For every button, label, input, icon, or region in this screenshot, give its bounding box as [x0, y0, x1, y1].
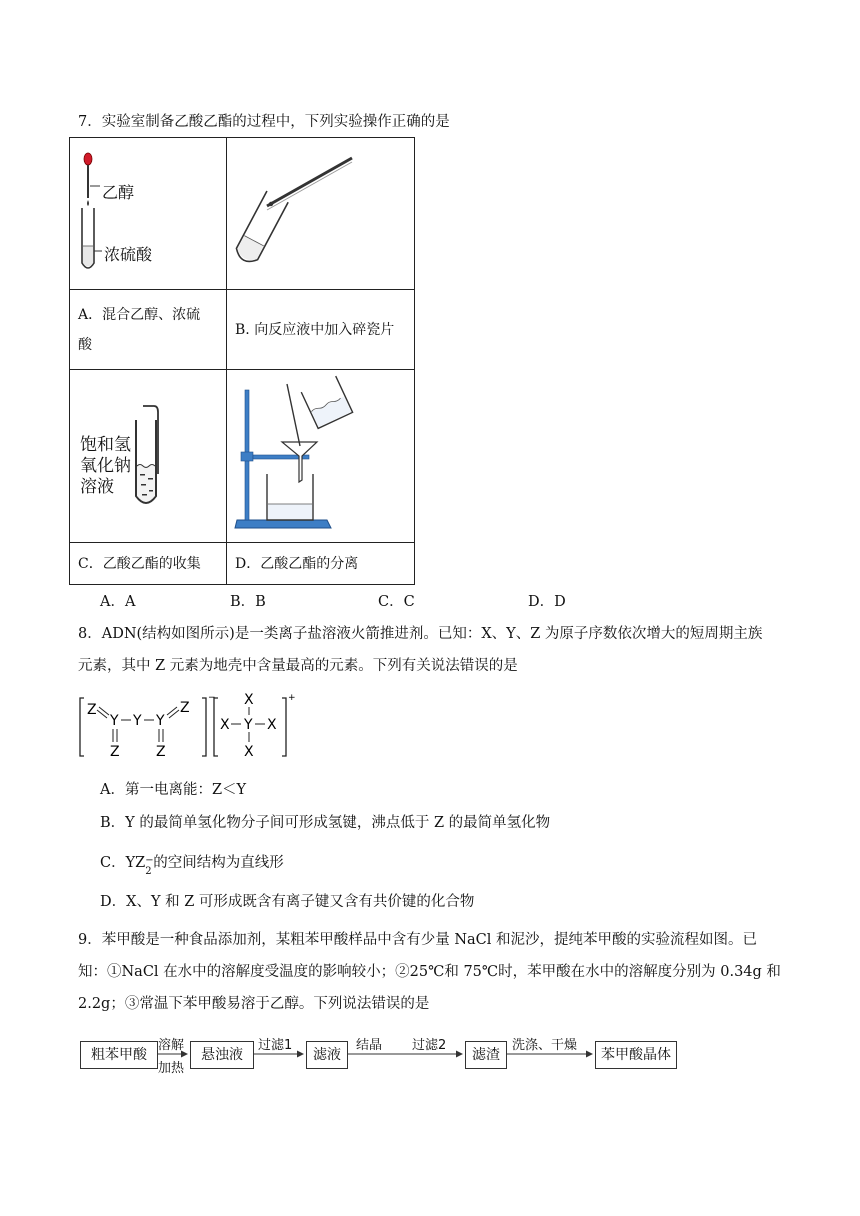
q7-stem: 7．实验室制备乙酸乙酯的过程中，下列实验操作正确的是 — [78, 114, 450, 130]
filtration-stand-figure — [227, 370, 414, 538]
q7-option-b[interactable]: B．B — [230, 594, 266, 610]
q7-caption-d: D．乙酸乙酯的分离 — [227, 543, 415, 585]
tilted-tube-with-rod-figure — [227, 138, 414, 285]
q9-stem-line3: 2.2g；③常温下苯甲酸易溶于乙醇。下列说法错误的是 — [78, 996, 430, 1012]
q8-option-b[interactable]: B．Y 的最简单氢化物分子间可形成氢键，沸点低于 Z 的最简单氢化物 — [100, 815, 551, 831]
flow-step-filter1: 过滤1 — [258, 1038, 293, 1053]
caption-a-line1: A．混合乙醇、浓硫 — [78, 306, 201, 323]
q7-cell-c-figure — [70, 370, 227, 543]
q8-option-c[interactable] — [100, 853, 284, 877]
q7-cell-b-figure — [227, 138, 415, 290]
svg-text:Z: Z — [180, 700, 190, 716]
flow-box-crude-benzoic-acid: 粗苯甲酸 — [80, 1041, 158, 1069]
q7-cell-d-figure — [227, 370, 415, 543]
q8-option-c-sub: 2 — [145, 866, 152, 877]
naoh-label-line3: 溶液 — [80, 477, 114, 497]
q7-caption-a — [70, 290, 227, 370]
q8-option-c-formula: YZ — [125, 855, 146, 871]
svg-text:Z: Z — [156, 744, 166, 760]
q7-caption-c: C．乙酸乙酯的收集 — [70, 543, 227, 585]
svg-text:X: X — [244, 692, 254, 708]
q7-options-table — [69, 137, 415, 585]
conc-sulfuric-acid-label: 浓硫酸 — [104, 245, 153, 264]
caption-a-line2: 酸 — [78, 336, 92, 353]
svg-text:Y: Y — [110, 713, 119, 729]
q8-stem-line1: 8．ADN(结构如图所示)是一类离子盐溶液火箭推进剂。已知：X、Y、Z 为原子序数依次增大的短周期主族 — [78, 626, 763, 642]
svg-text:+: + — [288, 693, 296, 703]
naoh-label-line1: 饱和氢 — [80, 435, 131, 455]
q9-stem-line2: 知：①NaCl 在水中的溶解度受温度的影响较小；②25℃和 75℃时，苯甲酸在水中的溶解度分别为 0.34g 和 — [78, 964, 781, 980]
flow-step-dissolve: 溶解 — [158, 1038, 185, 1053]
q8-option-d[interactable]: D．X、Y 和 Z 可形成既含有离子键又含有共价键的化合物 — [100, 894, 475, 910]
flow-step-wash-dry: 洗涤、干燥 — [512, 1038, 578, 1053]
q8-stem-line2: 元素，其中 Z 元素为地壳中含量最高的元素。下列有关说法错误的是 — [78, 658, 518, 674]
svg-text:Z: Z — [110, 744, 120, 760]
svg-text:Z: Z — [87, 702, 97, 718]
svg-text:X: X — [244, 744, 254, 760]
q8-option-a[interactable]: A．第一电离能：Z＜Y — [100, 782, 247, 798]
q8-option-c-suffix: 的空间结构为直线形 — [153, 855, 284, 871]
svg-text:X: X — [220, 717, 230, 733]
q9-stem-line1: 9．苯甲酸是一种食品添加剂，某粗苯甲酸样品中含有少量 NaCl 和泥沙，提纯苯甲酸的实验流程如图。已 — [78, 932, 758, 948]
flow-step-filter2: 过滤2 — [412, 1038, 447, 1053]
q7-cell-a-figure — [70, 138, 227, 290]
svg-text:X: X — [267, 717, 277, 733]
q8-option-c-sup: − — [145, 855, 154, 866]
flow-step-crystallize: 结晶 — [356, 1038, 383, 1053]
flow-step-heat: 加热 — [158, 1061, 185, 1076]
flow-box-filtrate: 滤液 — [306, 1041, 348, 1069]
q7-option-c[interactable]: C．C — [378, 594, 415, 610]
q7-option-a[interactable]: A．A — [100, 594, 136, 610]
svg-text:Y: Y — [156, 713, 165, 729]
svg-text:Y: Y — [244, 717, 253, 733]
flow-box-benzoic-crystal: 苯甲酸晶体 — [595, 1041, 677, 1069]
svg-text:−: − — [208, 693, 216, 703]
q7-caption-b: B. 向反应液中加入碎瓷片 — [227, 290, 415, 370]
q7-answer-options — [100, 590, 660, 610]
flow-box-residue: 滤渣 — [465, 1041, 507, 1069]
ethanol-label: 乙醇 — [102, 183, 135, 202]
adn-structure-diagram — [76, 688, 306, 768]
svg-text:Y: Y — [133, 713, 142, 729]
naoh-label-line2: 氧化钠 — [80, 456, 131, 476]
q8-option-c-prefix: C． — [100, 855, 126, 871]
flow-box-suspension: 悬浊液 — [190, 1041, 254, 1069]
q7-option-d[interactable]: D．D — [528, 594, 566, 610]
